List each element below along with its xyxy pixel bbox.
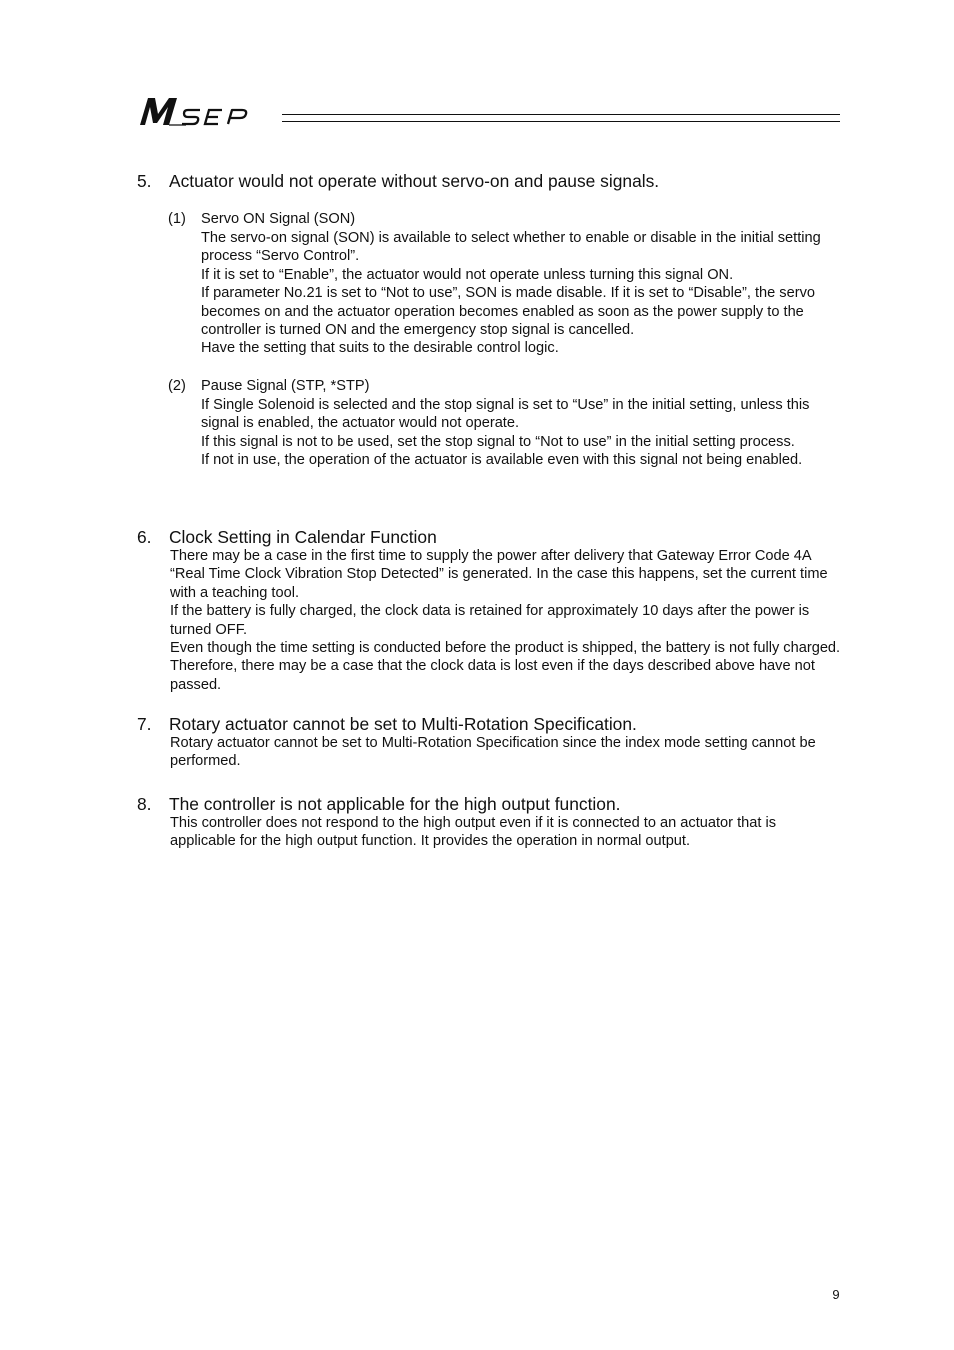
section-title-text: The controller is not applicable for the high output function. (169, 794, 621, 814)
section-6-body (170, 547, 842, 694)
section-7-body (170, 734, 842, 771)
subsection-number: (2) (168, 378, 186, 394)
paragraph: If it is set to “Enable”, the actuator would not operate unless turning this signal ON. (201, 266, 734, 283)
paragraph: Have the setting that suits to the desirable control logic. (201, 340, 559, 357)
paragraph: If Single Solenoid is selected and the stop signal is set to “Use” in the initial setting, unless this signal is enabled, the actuator would not operate. (201, 397, 810, 432)
section-7-title (137, 714, 637, 734)
subsection-1-title (168, 210, 355, 228)
paragraph: There may be a case in the first time to supply the power after delivery that Gateway Error Code 4A “Real Time Clock Vibration Stop Detected” is generated. In the case this happens, set the current time with a teaching tool. (170, 548, 828, 601)
section-8-body (170, 814, 842, 851)
paragraph: If parameter No.21 is set to “Not to use”, SON is made disable. If it is set to “Disable”, the servo becomes on and the actuator operation becomes enabled as soon as the power supply to the controller is turned ON and the emergency stop signal is cancelled. (201, 285, 815, 339)
paragraph: Rotary actuator cannot be set to Multi-Rotation Specification since the index mode setting cannot be performed. (170, 735, 816, 770)
section-title-text: Actuator would not operate without servo-on and pause signals. (169, 171, 660, 191)
subsection-title-text: Servo ON Signal (SON) (201, 211, 356, 227)
section-title-text: Clock Setting in Calendar Function (169, 527, 437, 547)
section-number: 7. (137, 714, 152, 734)
page-number: 9 (832, 1287, 840, 1302)
msep-logo (138, 92, 278, 132)
section-number: 6. (137, 527, 152, 547)
header-rule-thick (282, 114, 840, 115)
subsection-number: (1) (168, 211, 186, 227)
page-header (138, 92, 840, 132)
section-8-title (137, 794, 620, 814)
subsection-2-title (168, 377, 369, 395)
section-6-title (137, 527, 437, 547)
paragraph: This controller does not respond to the high output even if it is connected to an actuator that is applicable for the high output function. It provides the operation in normal output. (170, 815, 777, 850)
paragraph: If not in use, the operation of the actuator is available even with this signal not being enabled. (201, 452, 803, 469)
subsection-2-body (201, 396, 841, 470)
paragraph: The servo-on signal (SON) is available to select whether to enable or disable in the initial setting process “Servo Control”. (201, 230, 821, 265)
paragraph: If this signal is not to be used, set the stop signal to “Not to use” in the initial setting process. (201, 433, 795, 450)
subsection-title-text: Pause Signal (STP, *STP) (201, 378, 370, 394)
section-5-title (137, 171, 659, 191)
paragraph: Even though the time setting is conducted before the product is shipped, the battery is not fully charged. Therefore, there may be a case that the clock data is lost even if the days described above have not passed. (170, 640, 841, 693)
paragraph: If the battery is fully charged, the clock data is retained for approximately 10 days after the power is turned OFF. (170, 603, 810, 638)
section-number: 5. (137, 171, 152, 191)
header-rule-thin (282, 121, 840, 122)
subsection-1-body (201, 229, 841, 358)
section-number: 8. (137, 794, 152, 814)
section-title-text: Rotary actuator cannot be set to Multi-Rotation Specification. (169, 714, 637, 734)
